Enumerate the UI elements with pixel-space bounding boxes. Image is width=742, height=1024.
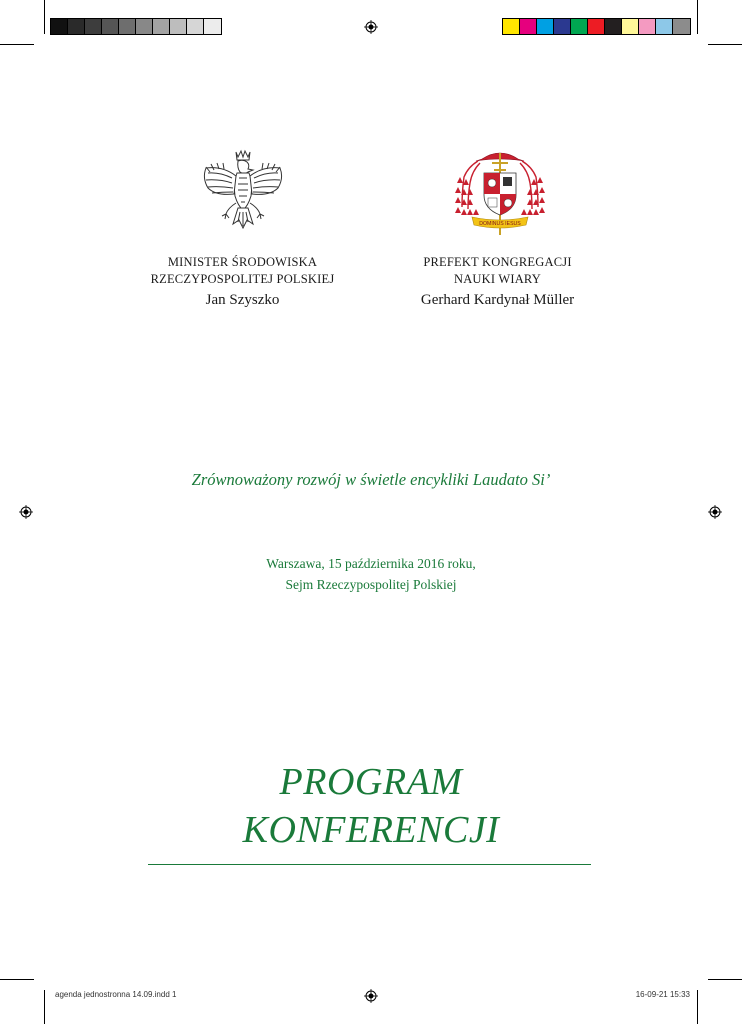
color-swatch xyxy=(85,19,102,34)
crop-mark xyxy=(44,990,45,1024)
color-swatch xyxy=(673,19,690,34)
color-swatch xyxy=(204,19,221,34)
program-heading-line1: PROGRAM xyxy=(279,761,463,803)
registration-mark-icon xyxy=(19,505,33,519)
color-swatch xyxy=(68,19,85,34)
color-swatch xyxy=(153,19,170,34)
color-swatch xyxy=(656,19,673,34)
registration-mark-icon xyxy=(364,20,378,34)
crop-mark xyxy=(708,44,742,45)
left-author-name: Jan Szyszko xyxy=(205,292,280,308)
slug-file: agenda jednostronna 14.09.indd 1 xyxy=(55,990,177,999)
color-swatch xyxy=(554,19,571,34)
crop-mark xyxy=(0,44,34,45)
crop-mark xyxy=(708,979,742,980)
cardinal-coat-of-arms-icon xyxy=(454,143,546,238)
right-author-role-line1: PREFEKT KONGREGACJI xyxy=(423,255,572,269)
color-swatch xyxy=(170,19,187,34)
green-divider xyxy=(148,864,591,865)
place-line1: Warszawa, 15 października 2016 roku, xyxy=(266,556,476,571)
left-author-role-line1: MINISTER ŚRODOWISKA xyxy=(167,255,318,269)
program-heading xyxy=(0,758,742,854)
left-author-block xyxy=(120,254,365,310)
motto-text: DOMINUS IESUS xyxy=(479,221,521,227)
program-heading-line2: KONFERENCJI xyxy=(242,809,500,851)
right-author-block xyxy=(375,254,620,310)
crop-mark xyxy=(0,979,34,980)
color-swatch xyxy=(537,19,554,34)
color-swatch xyxy=(605,19,622,34)
crop-mark xyxy=(697,0,698,34)
registration-mark-icon xyxy=(708,505,722,519)
color-swatch xyxy=(119,19,136,34)
greyscale-color-bar xyxy=(50,18,222,35)
place-line2: Sejm Rzeczypospolitej Polskiej xyxy=(285,577,457,592)
color-swatch xyxy=(51,19,68,34)
color-swatch xyxy=(520,19,537,34)
color-swatch xyxy=(136,19,153,34)
right-author-name: Gerhard Kardynał Müller xyxy=(420,292,575,308)
color-swatch xyxy=(622,19,639,34)
registration-mark-icon xyxy=(364,989,378,1003)
color-swatch xyxy=(588,19,605,34)
conference-place xyxy=(0,553,742,595)
process-color-bar xyxy=(502,18,691,35)
crop-mark xyxy=(44,0,45,34)
conference-subtitle: Zrównoważony rozwój w świetle encykliki Laudato Si’ xyxy=(191,470,551,489)
color-swatch xyxy=(571,19,588,34)
color-swatch xyxy=(102,19,119,34)
slug-datetime: 16-09-21 15:33 xyxy=(635,990,690,999)
polish-eagle-icon xyxy=(198,148,288,234)
color-swatch xyxy=(187,19,204,34)
color-swatch xyxy=(639,19,656,34)
left-author-role-line2: RZECZYPOSPOLITEJ POLSKIEJ xyxy=(150,272,335,286)
crop-mark xyxy=(697,990,698,1024)
color-swatch xyxy=(503,19,520,34)
right-author-role-line2: NAUKI WIARY xyxy=(453,272,542,286)
